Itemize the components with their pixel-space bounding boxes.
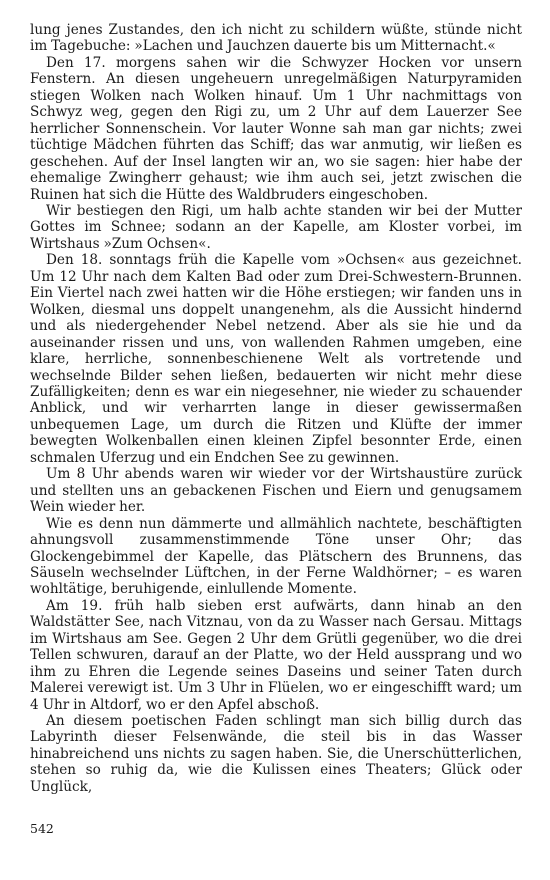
paragraph: Den 18. sonntags früh die Kapelle vom »Ochsen« aus gezeichnet. Um 12 Uhr nach dem Kalten Bad oder zum Drei-Schwestern-Brunnen. Ein Viertel nach zwei hatten wir die Höhe erstiegen; wir fanden uns in Wolken, diesmal uns doppelt unangenehm, als die Aussicht hindernd und als niedergehender Nebel netzend. Aber als sie hie und da auseinander rissen und uns, von wallenden Rahmen umgeben, eine klare, herrliche, sonnenbeschienene Welt als vortretende und wechselnde Bilder sehen ließen, bedauerten wir nicht mehr diese Zufälligkeiten; denn es war ein niegesehner, nie wieder zu schauender Anblick, und wir verharrten lange in dieser gewissermaßen unbequemen Lage, um durch die Ritzen und Klüfte der immer bewegten Wolkenballen einen kleinen Zipfel besonnter Erde, einen schmalen Uferzug und ein Endchen See zu gewinnen.: [30, 252, 522, 466]
paragraph: Um 8 Uhr abends waren wir wieder vor der Wirtshaustüre zurück und stellten uns an gebackenen Fischen und Eiern und genugsamem Wein wieder her.: [30, 466, 522, 516]
paragraph: Den 17. morgens sahen wir die Schwyzer Hocken vor unsern Fenstern. An diesen ungeheuern unregelmäßigen Naturpyramiden stiegen Wolken nach Wolken hinauf. Um 1 Uhr nachmittags von Schwyz weg, gegen den Rigi zu, um 2 Uhr auf dem Lauerzer See herrlicher Sonnenschein. Vor lauter Wonne sah man gar nichts; zwei tüchtige Mädchen führten das Schiff; das war anmutig, wir ließen es geschehen. Auf der Insel langten wir an, wo sie sagen: hier habe der ehemalige Zwingherr gehaust; wie ihm auch sei, jetzt zwischen die Ruinen hat sich die Hütte des Waldbruders eingeschoben.: [30, 54, 522, 203]
paragraph: Wie es denn nun dämmerte und allmählich nachtete, beschäftigten ahnungsvoll zusammenstimmende Töne unser Ohr; das Glockengebimmel der Kapelle, das Plätschern des Brunnens, das Säuseln wechselnder Lüftchen, in der Ferne Waldhörner; – es waren wohltätige, beruhigende, einlullende Momente.: [30, 515, 522, 598]
paragraph: Am 19. früh halb sieben erst aufwärts, dann hinab an den Waldstätter See, nach Vitznau, von da zu Wasser nach Gersau. Mittags im Wirtshaus am See. Gegen 2 Uhr dem Grütli gegenüber, wo die drei Tellen schwuren, darauf an der Platte, wo der Held aussprang und wo ihm zu Ehren die Legende seines Daseins und seiner Taten durch Malerei verewigt ist. Um 3 Uhr in Flüelen, wo er eingeschifft ward; um 4 Uhr in Altdorf, wo er den Apfel abschoß.: [30, 597, 522, 713]
paragraph-continuation: lung jenes Zustandes, den ich nicht zu schildern wüßte, stünde nicht im Tagebuche: »Lachen und Jauchzen dauerte bis um Mitternacht.«: [30, 22, 522, 55]
body-text: [30, 22, 522, 795]
paragraph: Wir bestiegen den Rigi, um halb achte standen wir bei der Mutter Gottes im Schnee; sodann an der Kapelle, am Kloster vorbei, im Wirtshaus »Zum Ochsen«.: [30, 202, 522, 252]
paragraph: An diesem poetischen Faden schlingt man sich billig durch das Labyrinth dieser Felsenwände, die steil bis in das Wasser hinabreichend uns nichts zu sagen haben. Sie, die Unerschütterlichen, stehen so ruhig da, wie die Kulissen eines Theaters; Glück oder Unglück,: [30, 713, 522, 795]
page-number: 542: [30, 821, 54, 836]
